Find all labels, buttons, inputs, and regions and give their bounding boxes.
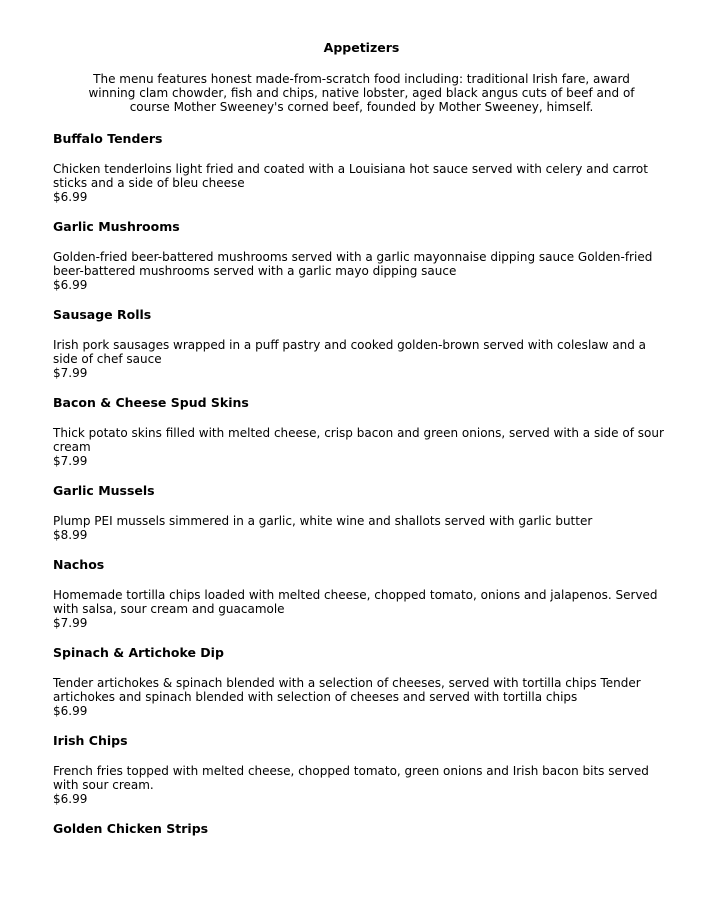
item-description: French fries topped with melted cheese, chopped tomato, green onions and Irish bacon bits served with sour cream.: [53, 764, 649, 792]
item-name: Garlic Mussels: [53, 483, 155, 498]
menu-item-garlic-mussels: [53, 484, 670, 542]
menu-item-garlic-mushrooms: [53, 220, 670, 292]
item-name: Nachos: [53, 557, 105, 572]
item-price: $6.99: [53, 704, 88, 718]
item-name: Spinach & Artichoke Dip: [53, 645, 224, 660]
item-description: Irish pork sausages wrapped in a puff pastry and cooked golden-brown served with coleslaw and a side of chef sauce: [53, 338, 646, 366]
item-name: Irish Chips: [53, 733, 128, 748]
item-price: $6.99: [53, 278, 88, 292]
item-price: $7.99: [53, 366, 88, 380]
item-name: Garlic Mushrooms: [53, 219, 180, 234]
item-price: $8.99: [53, 528, 88, 542]
menu-item-spinach-artichoke-dip: [53, 646, 670, 718]
menu-item-sausage-rolls: [53, 308, 670, 380]
item-description: Tender artichokes & spinach blended with a selection of cheeses, served with tortilla chips Tender artichokes and spinach blended with selection of cheeses and served with tortilla chips: [53, 676, 641, 704]
item-name: Sausage Rolls: [53, 307, 152, 322]
menu-item-nachos: [53, 558, 670, 630]
item-price: $6.99: [53, 190, 88, 204]
item-description: Thick potato skins filled with melted cheese, crisp bacon and green onions, served with a side of sour cream: [53, 426, 664, 454]
menu-intro: The menu features honest made-from-scratch food including: traditional Irish fare, award winning clam chowder, fish and chips, native lobster, aged black angus cuts of beef and of course Mother Sweeney's corned beef, founded by Mother Sweeney, himself.: [88, 72, 635, 114]
item-name: Bacon & Cheese Spud Skins: [53, 395, 249, 410]
item-price: $6.99: [53, 792, 88, 806]
item-price: $7.99: [53, 616, 88, 630]
item-description: Homemade tortilla chips loaded with melted cheese, chopped tomato, onions and jalapenos. Served with salsa, sour cream and guacamole: [53, 588, 658, 616]
page-title: Appetizers: [323, 40, 400, 55]
menu-item-irish-chips: [53, 734, 670, 806]
menu-item-golden-chicken-strips: [53, 822, 670, 836]
menu-item-buffalo-tenders: [53, 132, 670, 204]
item-name: Buffalo Tenders: [53, 131, 163, 146]
menu-item-bacon-cheese-spud-skins: [53, 396, 670, 468]
item-description: Golden-fried beer-battered mushrooms served with a garlic mayonnaise dipping sauce Golden-fried beer-battered mushrooms served with a garlic mayo dipping sauce: [53, 250, 653, 278]
item-price: $7.99: [53, 454, 88, 468]
item-description: Chicken tenderloins light fried and coated with a Louisiana hot sauce served with celery and carrot sticks and a side of bleu cheese: [53, 162, 648, 190]
item-description: Plump PEI mussels simmered in a garlic, white wine and shallots served with garlic butter: [53, 514, 593, 528]
item-name: Golden Chicken Strips: [53, 821, 209, 836]
